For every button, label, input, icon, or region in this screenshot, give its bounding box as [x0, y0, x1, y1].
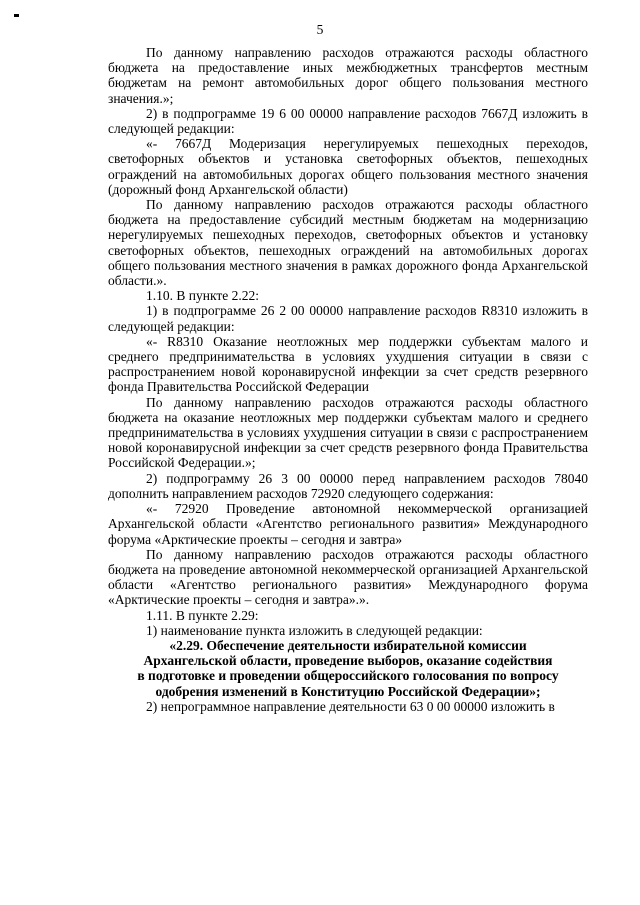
- paragraph-11: По данному направлению расходов отражаются расходы областного бюджета на проведение автономной некоммерческой организацией Архангельской области «Агентство регионального развития» Международного форума «Арктические проекты – сегодня и завтра».».: [108, 546, 588, 608]
- paragraph-2: 2) в подпрограмме 19 6 00 00000 направление расходов 7667Д изложить в следующей редакции:: [108, 105, 588, 137]
- paragraph-7: «- R8310 Оказание неотложных мер поддержки субъектам малого и среднего предпринимательства в условиях ухудшения ситуации в связи с распространением новой коронавирусной инфекции за счет средств резервного фонда Правительства Российской Федерации: [108, 333, 588, 395]
- paragraph-8: По данному направлению расходов отражаются расходы областного бюджета на оказание неотложных мер поддержки субъектам малого и среднего предпринимательства в условиях ухудшения ситуации в связи с распространением новой коронавирусной инфекции за счет средств резервного фонда Правительства Российской Федерации.»;: [108, 394, 588, 471]
- paragraph-6: 1) в подпрограмме 26 2 00 00000 направление расходов R8310 изложить в следующей редакции:: [108, 303, 588, 334]
- paragraph-4: По данному направлению расходов отражаются расходы областного бюджета на предоставление субсидий местным бюджетам на модернизацию нерегулируемых пешеходных переходов, светофорных объектов и установку светофорных объектов, пешеходных ограждений на автомобильных дорогах общего пользования местного значения в рамках дорожного фонда Архангельской области.».: [108, 197, 588, 289]
- document-body: [108, 45, 588, 714]
- paragraph-10: «- 72920 Проведение автономной некоммерческой организацией Архангельской области «Агентство регионального развития» Международного форума «Арктические проекты – сегодня и завтра»: [108, 501, 588, 547]
- section-heading-line-2: Архангельской области, проведение выборов, оказание содействия: [143, 653, 553, 669]
- paragraph-1: По данному направлению расходов отражаются расходы областного бюджета на предоставление иных межбюджетных трансфертов местным бюджетам на ремонт автомобильных дорог общего пользования местного значения.»;: [108, 45, 588, 106]
- scan-mark: [14, 14, 19, 17]
- paragraph-3: «- 7667Д Модеризация нерегулируемых пешеходных переходов, светофорных объектов и установка светофорных объектов, пешеходных ограждений на автомобильных дорогах общего пользования местного значения (дорожный фонд Архангельской области): [108, 136, 588, 197]
- section-heading-line-4: одобрения изменений в Конституцию Российской Федерации»;: [155, 683, 541, 699]
- paragraph-12: 1.11. В пункте 2.29:: [146, 607, 259, 623]
- page-number: 5: [316, 22, 324, 37]
- paragraph-13: 1) наименование пункта изложить в следующей редакции:: [146, 622, 483, 638]
- paragraph-last: 2) непрограммное направление деятельности 63 0 00 00000 изложить в: [146, 698, 555, 714]
- section-heading-line-3: в подготовке и проведении общероссийского голосования по вопросу: [137, 668, 559, 684]
- section-heading-line-1: «2.29. Обеспечение деятельности избирательной комиссии: [169, 637, 527, 653]
- paragraph-9: 2) подпрограмму 26 3 00 00000 перед направлением расходов 78040 дополнить направлением расходов 72920 следующего содержания:: [108, 470, 588, 501]
- paragraph-5: 1.10. В пункте 2.22:: [146, 288, 259, 304]
